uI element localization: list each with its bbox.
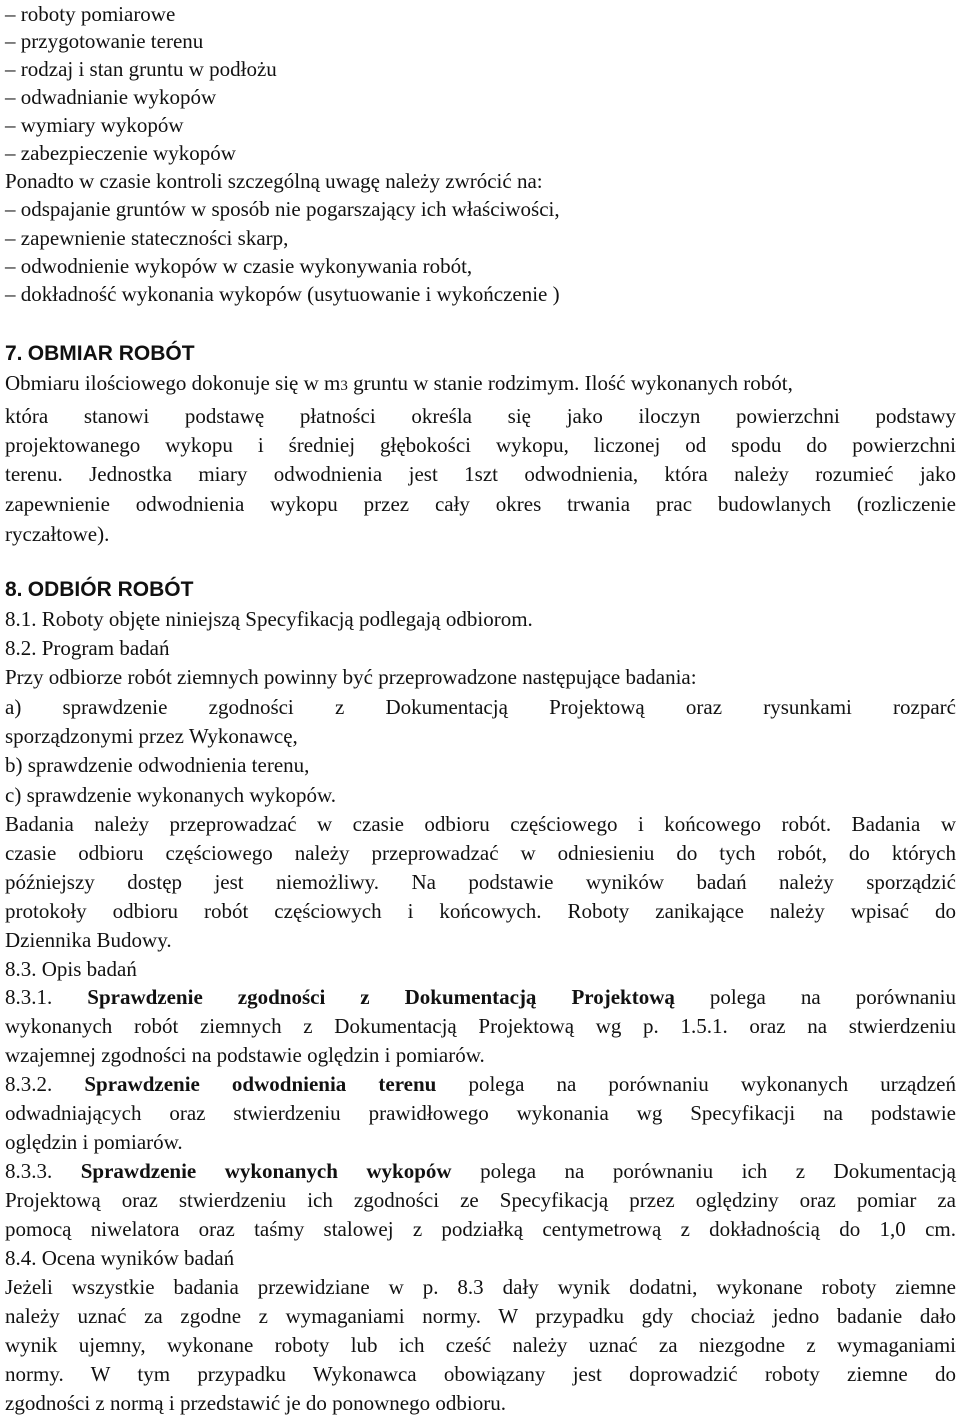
paragraph-line: Badania należy przeprowadzać w czasie odbioru częściowego i końcowego robót. Badania w <box>5 812 956 836</box>
paragraph-line: odwadniających oraz stwierdzeniu prawidłowego wykonania wg Specyfikacji na podstawie <box>5 1101 956 1125</box>
paragraph-line: która stanowi podstawę płatności określa się jako iloczyn powierzchni podstawy <box>5 404 956 428</box>
paragraph-line: 8.3.3. Sprawdzenie wykonanych wykopów polega na porównaniu ich z Dokumentacją <box>5 1159 957 1183</box>
paragraph-line: Obmiaru ilościowego dokonuje się w m3 gruntu w stanie rodzimym. Ilość wykonanych robót, <box>5 371 793 395</box>
section-8-heading <box>5 575 956 604</box>
subheading: 8.4. Ocena wyników badań <box>5 1246 235 1270</box>
list-item: – roboty pomiarowe <box>5 2 176 26</box>
list-item: – zapewnienie stateczności skarp, <box>5 226 289 250</box>
list-item: – odwodnienie wykopów w czasie wykonywania robót, <box>5 254 473 278</box>
paragraph-line: wynik ujemny, wykonane roboty lub ich cześć należy uznać za niezgodne z wymaganiami <box>5 1333 956 1357</box>
paragraph-line: zapewnienie odwodnienia wykopu przez cały okres trwania prac budowlanych (rozliczenie <box>5 492 956 516</box>
paragraph-line: c) sprawdzenie wykonanych wykopów. <box>5 783 337 807</box>
paragraph-line: oględzin i pomiarów. <box>5 1130 183 1154</box>
paragraph-line: późniejszy dostęp jest niemożliwy. Na podstawie wyników badań należy sporządzić <box>5 870 956 894</box>
paragraph-line: 8.3.2. Sprawdzenie odwodnienia terenu polega na porównaniu wykonanych urządzeń <box>5 1072 956 1096</box>
subheading: 8.2. Program badań <box>5 636 170 660</box>
paragraph-line: ryczałtowe). <box>5 522 110 546</box>
paragraph-line: wzajemnej zgodności na podstawie oględzin i pomiarów. <box>5 1043 485 1067</box>
list-item: – odwadnianie wykopów <box>5 85 217 109</box>
bold-term: Sprawdzenie zgodności z Dokumentacją Projektową <box>87 985 675 1009</box>
list-item: – zabezpieczenie wykopów <box>5 141 236 165</box>
paragraph-line: należy uznać za zgodne z wymaganiami normy. W przypadku gdy chociaż jedno badanie dało <box>5 1304 956 1328</box>
paragraph-line: 8.1. Roboty objęte niniejszą Specyfikacją podlegają odbiorom. <box>5 607 533 631</box>
paragraph-line: Jeżeli wszystkie badania przewidziane w p. 8.3 dały wynik dodatni, wykonane roboty ziemne <box>5 1275 956 1299</box>
section-7-heading <box>5 339 956 368</box>
paragraph-line: czasie odbioru częściowego należy przeprowadzać w odniesieniu do tych robót, do których <box>5 841 956 865</box>
paragraph-line: projektowanego wykopu i średniej głębokości wykopu, liczonej od spodu do powierzchni <box>5 433 956 457</box>
section-number: 7. <box>5 342 23 365</box>
bold-term: Sprawdzenie odwodnienia terenu <box>84 1072 437 1096</box>
section-title: OBMIAR ROBÓT <box>27 342 195 365</box>
paragraph-line: Przy odbiorze robót ziemnych powinny być przeprowadzone następujące badania: <box>5 665 697 689</box>
list-item: – rodzaj i stan gruntu w podłożu <box>5 57 277 81</box>
subheading: 8.3. Opis badań <box>5 957 137 981</box>
list-item: – wymiary wykopów <box>5 113 184 137</box>
paragraph-line: Dziennika Budowy. <box>5 928 172 952</box>
paragraph-line: zgodności z normą i przedstawić je do ponownego odbioru. <box>5 1391 506 1415</box>
paragraph-line: normy. W tym przypadku Wykonawca obowiązany jest doprowadzić roboty ziemne do <box>5 1362 956 1386</box>
paragraph-line: a) sprawdzenie zgodności z Dokumentacją Projektową oraz rysunkami rozparć <box>5 695 956 719</box>
section-number: 8. <box>5 578 23 601</box>
paragraph-line: wykonanych robót ziemnych z Dokumentacją Projektową wg p. 1.5.1. oraz na stwierdzeniu <box>5 1014 956 1038</box>
paragraph-line: terenu. Jednostka miary odwodnienia jest 1szt odwodnienia, która należy rozumieć jako <box>5 462 956 486</box>
cubic-subscript: 3 <box>340 378 348 394</box>
list-item: – przygotowanie terenu <box>5 29 204 53</box>
paragraph-line: 8.3.1. Sprawdzenie zgodności z Dokumentacją Projektową polega na porównaniu <box>5 985 957 1009</box>
paragraph-line: Ponadto w czasie kontroli szczególną uwagę należy zwrócić na: <box>5 169 543 193</box>
paragraph-line: pomocą niwelatora oraz taśmy stalowej z podziałką centymetrową z dokładnością do 1,0 cm. <box>5 1217 956 1241</box>
bold-term: Sprawdzenie wykonanych wykopów <box>80 1159 452 1183</box>
list-item: – odspajanie gruntów w sposób nie pogarszający ich właściwości, <box>5 197 560 221</box>
list-item: – dokładność wykonania wykopów (usytuowanie i wykończenie ) <box>5 282 560 306</box>
section-title: ODBIÓR ROBÓT <box>27 578 194 601</box>
paragraph-line: b) sprawdzenie odwodnienia terenu, <box>5 753 310 777</box>
paragraph-line: protokoły odbioru robót częściowych i końcowych. Roboty zanikające należy wpisać do <box>5 899 956 923</box>
paragraph-line: Projektową oraz stwierdzeniu ich zgodności ze Specyfikacją przez oględziny oraz pomiar za <box>5 1188 956 1212</box>
paragraph-line: sporządzonymi przez Wykonawcę, <box>5 724 298 748</box>
